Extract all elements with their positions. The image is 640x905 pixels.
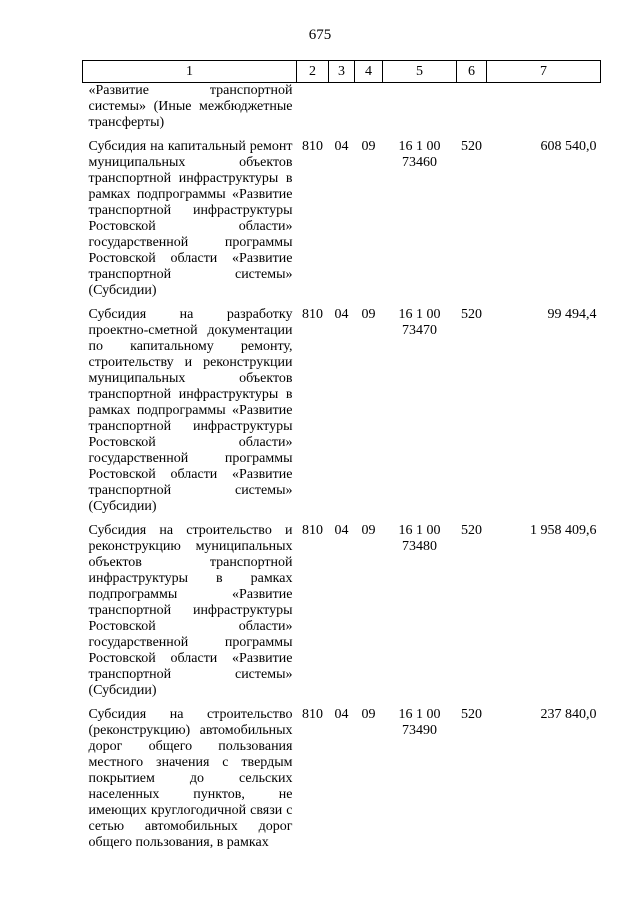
row-description: Субсидия на капитальный ремонт муниципальных объектов транспортной инфраструктуры в рамках подпрограммы «Развитие транспортной инфраструктуры Ростовской области» государственной программы Ростовской области «Развитие транспортной системы» (Субсидии): [88, 139, 293, 298]
row-code-1: 810: [302, 707, 323, 722]
row-code-2: 04: [334, 707, 349, 722]
row-code-3: 09: [361, 307, 376, 322]
row-spacer: [83, 515, 601, 523]
budget-table: [82, 60, 601, 851]
row-amount: 608 540,0: [540, 139, 597, 154]
row-code-5: 520: [461, 523, 482, 538]
row-description: Субсидия на строительство и реконструкцию муниципальных объектов транспортной инфраструктуры в рамках подпрограммы «Развитие транспортной инфраструктуры Ростовской области» государственной программы Ростовской области «Развитие транспортной системы» (Субсидии): [88, 523, 293, 698]
row-code-2: [329, 83, 355, 132]
row-code-3: 09: [361, 707, 376, 722]
row-code-4: 16 1 00 73470: [398, 307, 441, 338]
row-code-2: 04: [334, 139, 349, 154]
row-code-1: 810: [302, 523, 323, 538]
row-amount: 237 840,0: [540, 707, 597, 722]
row-spacer-cell: [83, 131, 601, 139]
row-description: «Развитие транспортной системы» (Иные межбюджетные трансферты): [88, 83, 293, 130]
row-code-5: 520: [461, 707, 482, 722]
row-code-3: 09: [361, 139, 376, 154]
row-code-3: [355, 83, 383, 132]
table-row: [83, 83, 601, 132]
row-code-2: 04: [334, 307, 349, 322]
row-code-4: [383, 83, 457, 132]
table-row: [83, 707, 601, 851]
row-spacer-cell: [83, 299, 601, 307]
header-col-4: 4: [355, 61, 383, 83]
row-code-4: 16 1 00 73480: [398, 523, 441, 554]
row-code-2: 04: [334, 523, 349, 538]
table-row: [83, 139, 601, 299]
header-col-6: 6: [457, 61, 487, 83]
row-spacer: [83, 299, 601, 307]
header-col-7: 7: [487, 61, 601, 83]
row-spacer: [83, 131, 601, 139]
row-code-1: 810: [302, 307, 323, 322]
row-spacer-cell: [83, 515, 601, 523]
row-spacer-cell: [83, 699, 601, 707]
row-code-4: 16 1 00 73460: [398, 139, 441, 170]
table-row: [83, 523, 601, 699]
row-code-3: 09: [361, 523, 376, 538]
page-number: 675: [308, 27, 332, 43]
row-description: Субсидия на строительство (реконструкцию) автомобильных дорог общего пользования местного значения с твердым покрытием до сельских населенных пунктов, не имеющих круглогодичной связи с сетью автомобильных дорог общего пользования, в рамках: [88, 707, 293, 850]
row-amount: [487, 83, 601, 132]
row-code-1: 810: [302, 139, 323, 154]
table-row: [83, 307, 601, 515]
row-code-4: 16 1 00 73490: [398, 707, 441, 738]
row-description: Субсидия на разработку проектно-сметной документации по капитальному ремонту, строительству и реконструкции муниципальных объектов транспортной инфраструктуры в рамках подпрограммы «Развитие транспортной инфраструктуры Ростовской области» государственной программы Ростовской области «Развитие транспортной системы» (Субсидии): [88, 307, 293, 514]
header-col-1: 1: [83, 61, 297, 83]
row-code-5: 520: [461, 139, 482, 154]
row-code-5: 520: [461, 307, 482, 322]
header-row: [83, 61, 601, 83]
row-code-1: [297, 83, 329, 132]
header-col-2: 2: [297, 61, 329, 83]
row-amount: 99 494,4: [547, 307, 597, 322]
header-col-5: 5: [383, 61, 457, 83]
header-col-3: 3: [329, 61, 355, 83]
row-code-5: [457, 83, 487, 132]
row-amount: 1 958 409,6: [530, 523, 597, 538]
row-spacer: [83, 699, 601, 707]
